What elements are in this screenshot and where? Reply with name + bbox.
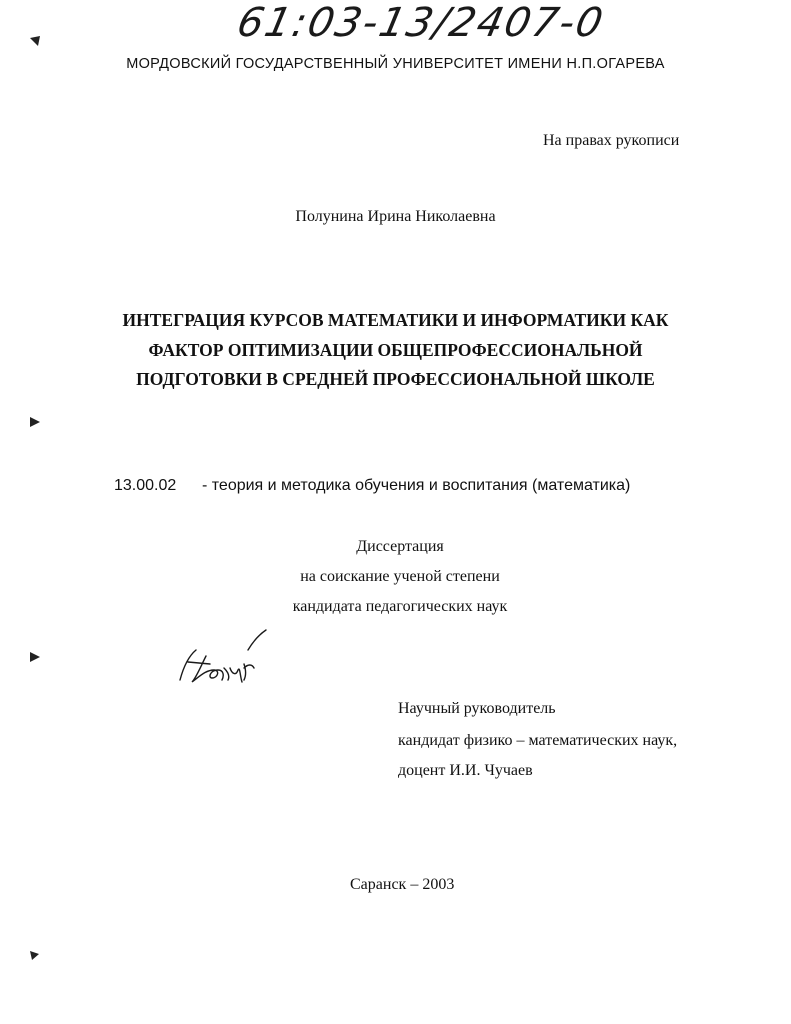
author-name: Полунина Ирина Николаевна [295,208,496,225]
specialty-code: 13.00.02 [114,477,177,494]
thesis-title-line: ФАКТОР ОПТИМИЗАЦИИ ОБЩЕПРОФЕССИОНАЛЬНОЙ [148,340,643,360]
binding-mark [30,417,40,427]
dissertation-line: Диссертация [356,538,444,555]
binding-mark [30,950,40,960]
university-name: МОРДОВСКИЙ ГОСУДАРСТВЕННЫЙ УНИВЕРСИТЕТ ИМЕНИ Н.П.ОГАРЕВА [126,56,665,72]
thesis-title-line: ИНТЕГРАЦИЯ КУРСОВ МАТЕМАТИКИ И ИНФОРМАТИКИ КАК [122,310,669,330]
dissertation-line: кандидата педагогических наук [292,598,508,615]
binding-mark [30,652,40,662]
city-year: Саранск – 2003 [350,876,455,893]
supervisor-line: доцент И.И. Чучаев [398,762,533,779]
dissertation-line: на соискание ученой степени [300,568,500,585]
specialty-name: - теория и методика обучения и воспитания (математика) [202,477,631,494]
thesis-title-line: ПОДГОТОВКИ В СРЕДНЕЙ ПРОФЕССИОНАЛЬНОЙ ШКОЛЕ [136,369,655,389]
handwritten-signature [170,620,270,690]
manuscript-rights: На правах рукописи [543,132,680,149]
binding-mark [30,36,40,46]
supervisor-line: кандидат физико – математических наук, [398,732,678,749]
supervisor-line: Научный руководитель [398,700,556,717]
archive-number: 61:03-13/2407-0 [233,0,609,46]
